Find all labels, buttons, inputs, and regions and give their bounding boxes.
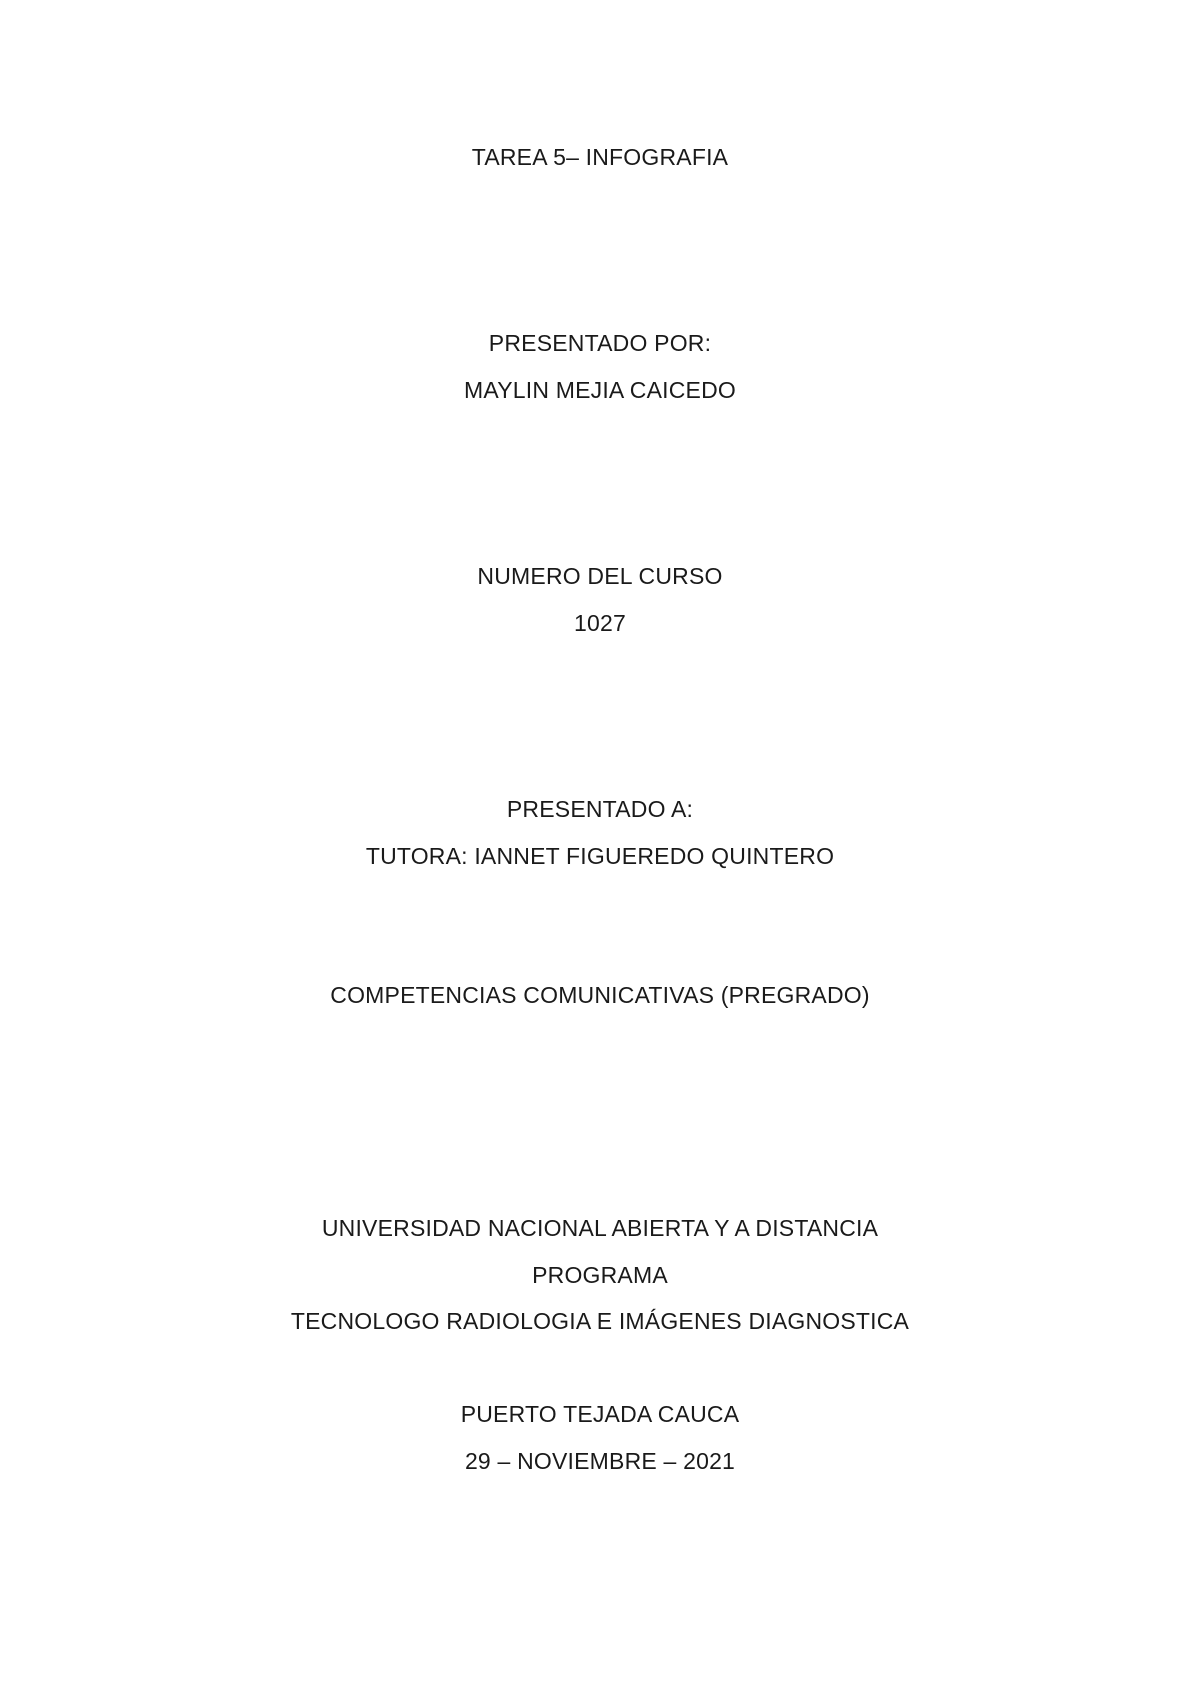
author-name: MAYLIN MEJIA CAICEDO — [464, 377, 736, 403]
document-date: 29 – NOVIEMBRE – 2021 — [464, 1448, 736, 1474]
document-title: TAREA 5– INFOGRAFIA — [471, 144, 729, 170]
program-label: PROGRAMA — [532, 1262, 668, 1288]
course-name: COMPETENCIAS COMUNICATIVAS (PREGRADO) — [330, 982, 870, 1008]
course-number: 1027 — [574, 610, 626, 636]
program-name: TECNOLOGO RADIOLOGIA E IMÁGENES DIAGNOSTICA — [290, 1308, 910, 1334]
tutor-name: TUTORA: IANNET FIGUEREDO QUINTERO — [365, 843, 835, 869]
city-name: PUERTO TEJADA CAUCA — [460, 1401, 740, 1427]
presented-by-label: PRESENTADO POR: — [488, 330, 712, 356]
course-number-label: NUMERO DEL CURSO — [477, 563, 723, 589]
presented-to-label: PRESENTADO A: — [506, 796, 694, 822]
university-name: UNIVERSIDAD NACIONAL ABIERTA Y A DISTANCIA — [321, 1215, 879, 1241]
